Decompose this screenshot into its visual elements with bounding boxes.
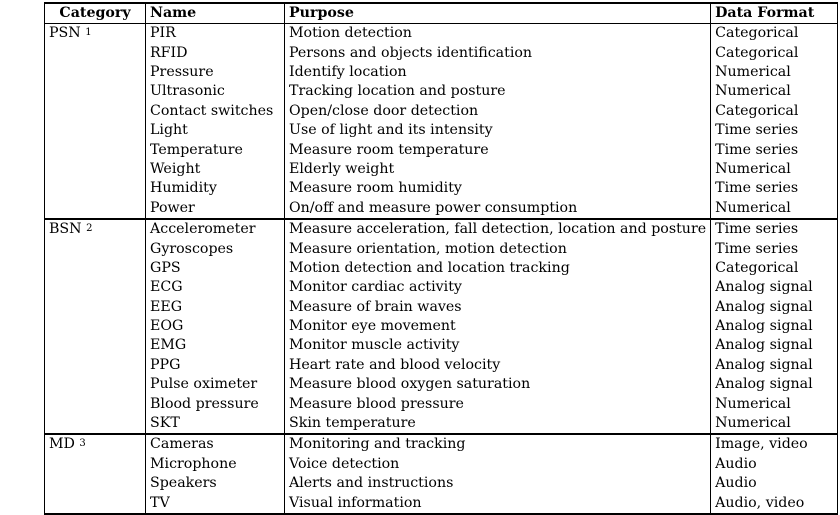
- sensor-data-format: Categorical: [711, 24, 838, 44]
- sensor-data-format: Numerical: [711, 82, 838, 101]
- sensor-data-format: Categorical: [711, 259, 838, 278]
- sensor-purpose: Measure room humidity: [285, 179, 711, 198]
- sensor-purpose: Motion detection and location tracking: [285, 259, 711, 278]
- sensor-purpose: Open/close door detection: [285, 102, 711, 121]
- table-row: [45, 356, 838, 375]
- sensor-purpose: Measure room temperature: [285, 141, 711, 160]
- table-row: [45, 102, 838, 121]
- sensor-data-format: Numerical: [711, 160, 838, 179]
- table-row: [45, 82, 838, 101]
- sensor-purpose: Monitor muscle activity: [285, 336, 711, 355]
- sensor-name: GPS: [146, 259, 285, 278]
- sensor-purpose: Voice detection: [285, 455, 711, 474]
- category-footnote: 1: [85, 27, 92, 39]
- sensor-data-format: Numerical: [711, 63, 838, 82]
- sensor-data-format: Numerical: [711, 199, 838, 219]
- table-row: [45, 259, 838, 278]
- table-row: [45, 455, 838, 474]
- sensor-name: PPG: [146, 356, 285, 375]
- sensor-purpose: Use of light and its intensity: [285, 121, 711, 140]
- category-label: MD: [49, 436, 75, 453]
- sensor-purpose: Monitor eye movement: [285, 317, 711, 336]
- sensor-name: Pressure: [146, 63, 285, 82]
- sensor-name: Power: [146, 199, 285, 219]
- sensor-name: Weight: [146, 160, 285, 179]
- sensor-name: ECG: [146, 278, 285, 297]
- sensor-data-format: Time series: [711, 219, 838, 239]
- table-row: [45, 434, 838, 454]
- sensor-data-format: Analog signal: [711, 317, 838, 336]
- table-row: [45, 494, 838, 514]
- sensor-name: Accelerometer: [146, 219, 285, 239]
- sensor-data-format: Time series: [711, 179, 838, 198]
- sensor-name: Temperature: [146, 141, 285, 160]
- sensor-name: Gyroscopes: [146, 240, 285, 259]
- sensor-data-format: Time series: [711, 121, 838, 140]
- category-cell: [45, 219, 146, 434]
- table-body: [45, 24, 838, 514]
- sensor-purpose: Monitoring and tracking: [285, 434, 711, 454]
- sensor-purpose: Measure orientation, motion detection: [285, 240, 711, 259]
- sensor-data-format: Numerical: [711, 395, 838, 414]
- table-row: [45, 121, 838, 140]
- table-row: [45, 298, 838, 317]
- table-row: [45, 395, 838, 414]
- sensor-data-format: Image, video: [711, 434, 838, 454]
- sensor-purpose: Skin temperature: [285, 414, 711, 434]
- table-row: [45, 160, 838, 179]
- sensor-name: Contact switches: [146, 102, 285, 121]
- sensor-data-format: Categorical: [711, 102, 838, 121]
- table-row: [45, 414, 838, 434]
- table-row: [45, 336, 838, 355]
- sensor-purpose: Elderly weight: [285, 160, 711, 179]
- sensor-data-format: Audio: [711, 455, 838, 474]
- table-row: [45, 44, 838, 63]
- category-cell: [45, 434, 146, 514]
- sensor-data-format: Analog signal: [711, 356, 838, 375]
- table-row: [45, 141, 838, 160]
- sensor-purpose: Motion detection: [285, 24, 711, 44]
- table-row: [45, 199, 838, 219]
- sensor-name: Microphone: [146, 455, 285, 474]
- sensor-purpose: Identify location: [285, 63, 711, 82]
- sensor-table: [44, 2, 838, 515]
- sensor-name: Pulse oximeter: [146, 375, 285, 394]
- sensor-purpose: On/off and measure power consumption: [285, 199, 711, 219]
- sensor-name: Light: [146, 121, 285, 140]
- sensor-name: EEG: [146, 298, 285, 317]
- sensor-name: SKT: [146, 414, 285, 434]
- category-label: BSN: [49, 221, 82, 238]
- sensor-purpose: Tracking location and posture: [285, 82, 711, 101]
- table-row: [45, 278, 838, 297]
- sensor-name: RFID: [146, 44, 285, 63]
- category-cell: [45, 24, 146, 219]
- table-row: [45, 24, 838, 44]
- sensor-name: Cameras: [146, 434, 285, 454]
- sensor-purpose: Monitor cardiac activity: [285, 278, 711, 297]
- category-label: PSN: [49, 25, 81, 42]
- sensor-data-format: Time series: [711, 141, 838, 160]
- category-footnote: 2: [86, 223, 93, 235]
- category-footnote: 3: [79, 438, 86, 450]
- sensor-purpose: Visual information: [285, 494, 711, 514]
- sensor-purpose: Heart rate and blood velocity: [285, 356, 711, 375]
- sensor-data-format: Analog signal: [711, 298, 838, 317]
- table-row: [45, 63, 838, 82]
- sensor-data-format: Analog signal: [711, 278, 838, 297]
- sensor-data-format: Categorical: [711, 44, 838, 63]
- header-category: Category: [45, 3, 146, 24]
- sensor-data-format: Analog signal: [711, 375, 838, 394]
- sensor-name: EMG: [146, 336, 285, 355]
- header-purpose: Purpose: [285, 3, 711, 24]
- sensor-purpose: Measure acceleration, fall detection, location and posture: [285, 219, 711, 239]
- sensor-name: Humidity: [146, 179, 285, 198]
- sensor-purpose: Measure of brain waves: [285, 298, 711, 317]
- sensor-purpose: Alerts and instructions: [285, 474, 711, 493]
- sensor-purpose: Measure blood pressure: [285, 395, 711, 414]
- sensor-data-format: Audio, video: [711, 494, 838, 514]
- table-row: [45, 219, 838, 239]
- sensor-name: EOG: [146, 317, 285, 336]
- table-row: [45, 179, 838, 198]
- table-row: [45, 317, 838, 336]
- sensor-data-format: Time series: [711, 240, 838, 259]
- sensor-name: Speakers: [146, 474, 285, 493]
- sensor-data-format: Audio: [711, 474, 838, 493]
- header-data-format: Data Format: [711, 3, 838, 24]
- sensor-purpose: Persons and objects identification: [285, 44, 711, 63]
- table-header-row: [45, 3, 838, 24]
- sensor-name: Ultrasonic: [146, 82, 285, 101]
- sensor-name: Blood pressure: [146, 395, 285, 414]
- sensor-data-format: Analog signal: [711, 336, 838, 355]
- header-name: Name: [146, 3, 285, 24]
- sensor-name: PIR: [146, 24, 285, 44]
- table-row: [45, 375, 838, 394]
- sensor-purpose: Measure blood oxygen saturation: [285, 375, 711, 394]
- table-row: [45, 240, 838, 259]
- sensor-data-format: Numerical: [711, 414, 838, 434]
- table-row: [45, 474, 838, 493]
- sensor-name: TV: [146, 494, 285, 514]
